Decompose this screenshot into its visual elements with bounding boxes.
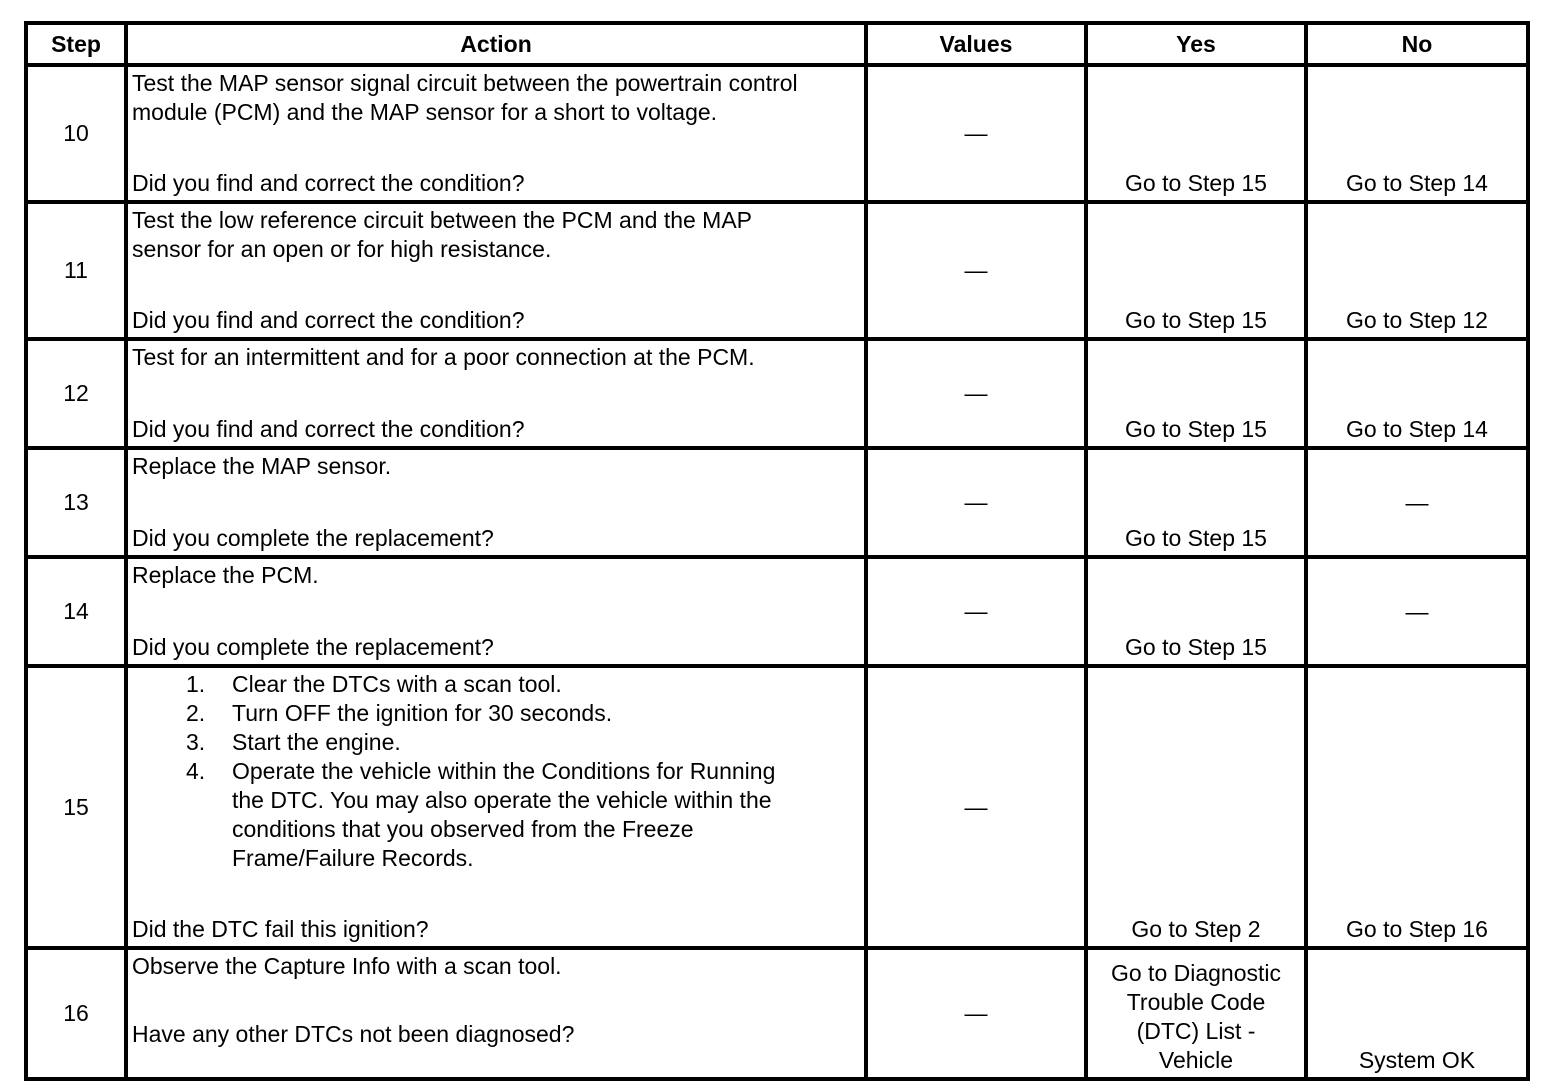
yes-line: Vehicle [1158,1047,1234,1073]
header-action: Action [126,23,866,65]
question-text: Did you find and correct the condition? [132,416,525,442]
no-text: System OK [1358,1047,1476,1073]
list-number: 4. [186,758,206,784]
table-row [26,202,1528,339]
values-cell: — [866,65,1086,202]
list-number: 2. [186,700,206,726]
action-line: sensor for an open or for high resistance. [132,236,552,262]
list-line: Clear the DTCs with a scan tool. [232,671,562,697]
table-row [26,339,1528,448]
no-text: — [1405,489,1429,515]
action-cell [126,948,866,1079]
table-row [26,948,1528,1079]
header-no: No [1306,23,1528,65]
yes-cell [1086,448,1306,557]
action-text [132,952,860,981]
step-number: 11 [26,202,126,339]
values-cell: — [866,202,1086,339]
action-cell [126,339,866,448]
table-row [26,557,1528,666]
yes-cell [1086,948,1306,1079]
yes-text: Go to Step 15 [1125,634,1267,660]
list-line: the DTC. You may also operate the vehicle within the [232,787,772,813]
yes-cell [1086,666,1306,948]
question-text: Did you find and correct the condition? [132,170,525,196]
yes-line: Trouble Code [1126,989,1266,1015]
values-cell: — [866,448,1086,557]
action-text [132,561,860,590]
action-line: Observe the Capture Info with a scan tool. [132,953,562,979]
diagnostic-table [24,21,1530,1081]
no-cell [1306,557,1528,666]
action-line: module (PCM) and the MAP sensor for a short to voltage. [132,99,718,125]
no-text: — [1405,598,1429,624]
yes-cell [1086,557,1306,666]
no-cell [1306,339,1528,448]
list-item [186,757,860,873]
yes-text: Go to Step 15 [1125,525,1267,551]
action-line: Replace the MAP sensor. [132,453,392,479]
step-number: 15 [26,666,126,948]
action-cell [126,202,866,339]
values-cell: — [866,339,1086,448]
values-cell: — [866,948,1086,1079]
yes-line: (DTC) List - [1136,1018,1256,1044]
header-row [26,23,1528,65]
no-text: Go to Step 14 [1346,416,1488,442]
no-text: Go to Step 16 [1346,916,1488,942]
header-step: Step [26,23,126,65]
question-text: Have any other DTCs not been diagnosed? [132,1021,575,1047]
action-text [132,69,860,127]
yes-text: Go to Step 15 [1125,170,1267,196]
question-text: Did you find and correct the condition? [132,307,525,333]
list-item [186,670,860,699]
action-line: Test the low reference circuit between the PCM and the MAP [132,207,753,233]
action-cell [126,557,866,666]
header-values: Values [866,23,1086,65]
list-number: 3. [186,729,206,755]
step-number: 14 [26,557,126,666]
values-cell: — [866,557,1086,666]
action-text [132,452,860,481]
list-line: Frame/Failure Records. [232,845,474,871]
question-text: Did you complete the replacement? [132,525,494,551]
question-text: Did the DTC fail this ignition? [132,916,429,942]
action-line: Replace the PCM. [132,562,319,588]
action-cell [126,448,866,557]
step-number: 12 [26,339,126,448]
no-cell [1306,666,1528,948]
values-cell: — [866,666,1086,948]
step-number: 10 [26,65,126,202]
action-cell [126,65,866,202]
step-number: 13 [26,448,126,557]
yes-text: Go to Step 15 [1125,307,1267,333]
list-item [186,728,860,757]
yes-cell [1086,339,1306,448]
question-text: Did you complete the replacement? [132,634,494,660]
table-row [26,65,1528,202]
list-line: Start the engine. [232,729,401,755]
list-number: 1. [186,671,206,697]
action-text [132,343,860,372]
list-line: conditions that you observed from the Freeze [232,816,694,842]
no-text: Go to Step 14 [1346,170,1488,196]
yes-cell [1086,202,1306,339]
no-cell [1306,448,1528,557]
no-text: Go to Step 12 [1346,307,1488,333]
action-cell [126,666,866,948]
header-yes: Yes [1086,23,1306,65]
yes-text: Go to Step 15 [1125,416,1267,442]
procedure-list [132,670,860,873]
yes-line: Go to Diagnostic [1110,960,1282,986]
yes-text [1088,959,1304,1075]
list-line: Operate the vehicle within the Conditions for Running [232,758,776,784]
table-row [26,666,1528,948]
list-line: Turn OFF the ignition for 30 seconds. [232,700,613,726]
no-cell [1306,65,1528,202]
yes-text: Go to Step 2 [1131,916,1261,942]
no-cell [1306,948,1528,1079]
list-item [186,699,860,728]
step-number: 16 [26,948,126,1079]
action-line: Test the MAP sensor signal circuit between the powertrain control [132,70,798,96]
yes-cell [1086,65,1306,202]
no-cell [1306,202,1528,339]
action-text [132,206,860,264]
table-row [26,448,1528,557]
action-line: Test for an intermittent and for a poor connection at the PCM. [132,344,755,370]
